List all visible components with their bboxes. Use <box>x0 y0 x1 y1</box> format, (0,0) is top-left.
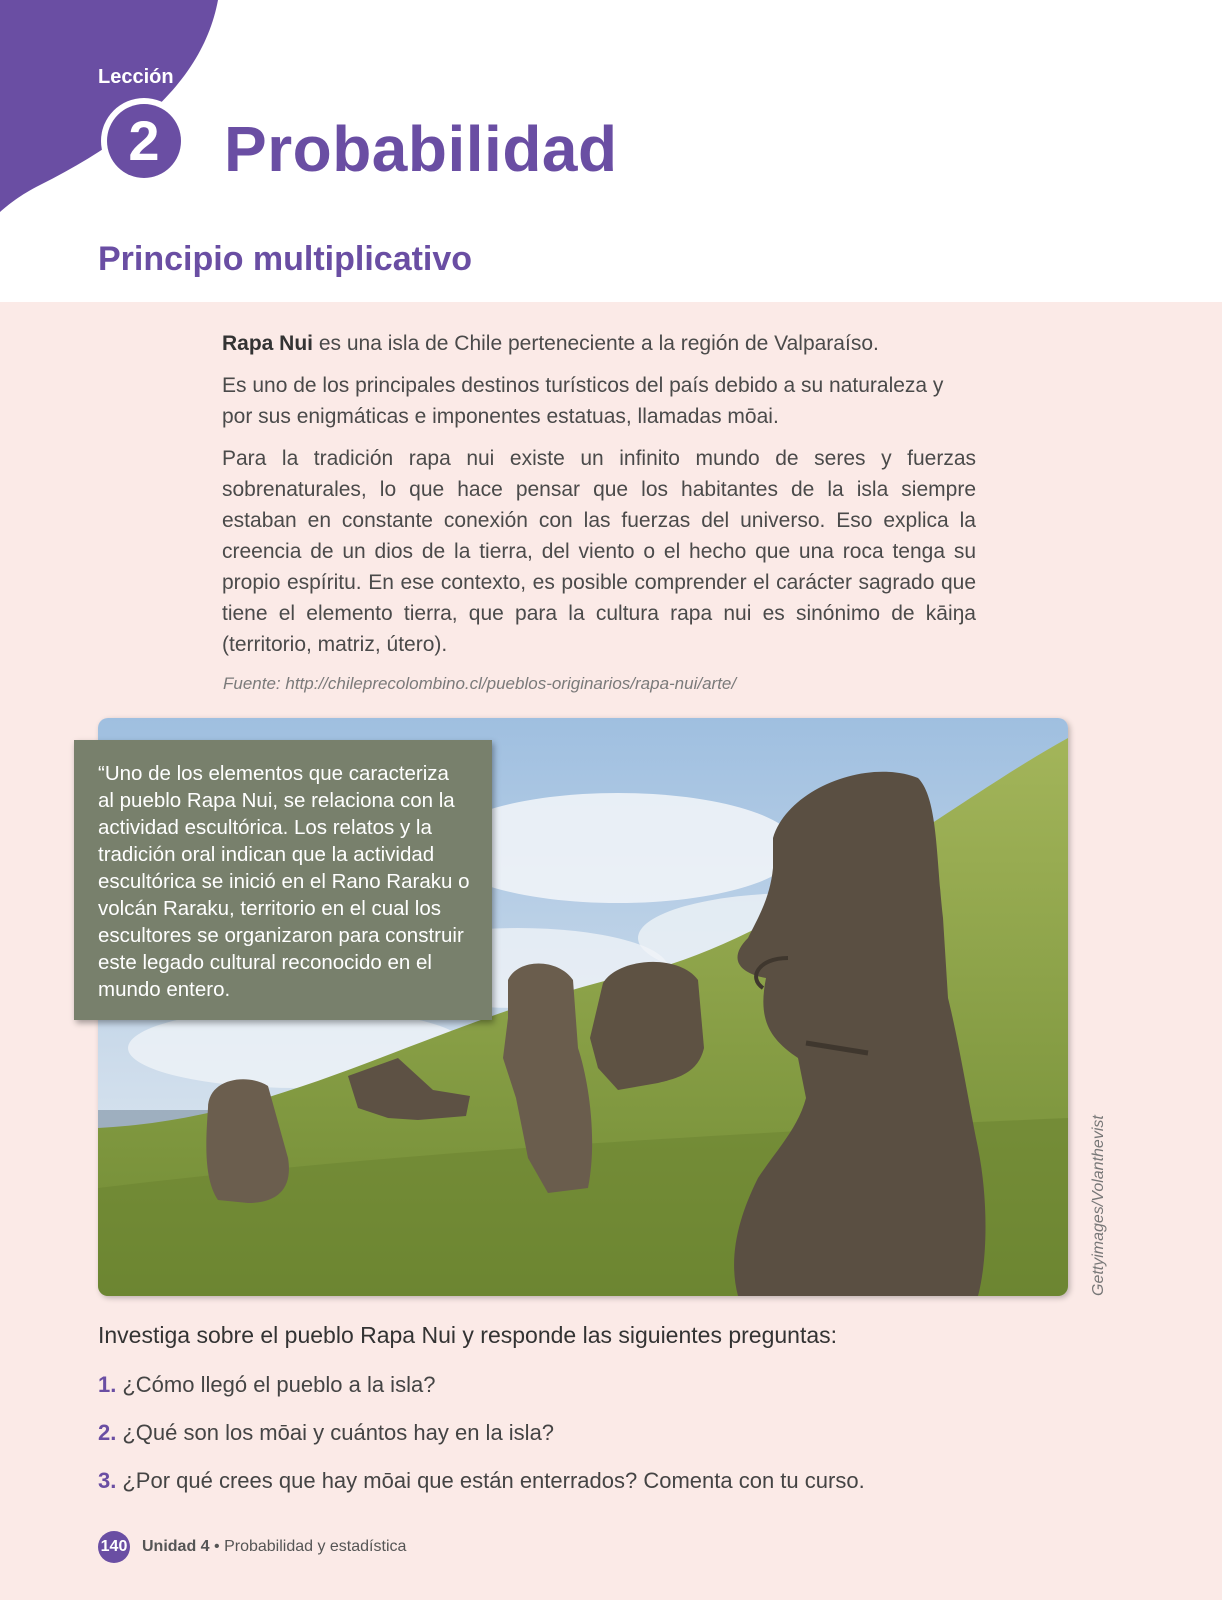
lesson-label: Lección <box>98 66 174 88</box>
question-text: ¿Cómo llegó el pueblo a la isla? <box>122 1372 436 1397</box>
photo-credit: Gettyimages/Volanthevist <box>1090 1115 1107 1296</box>
intro-paragraph-1 <box>222 328 976 359</box>
section-title: Principio multiplicativo <box>98 240 473 278</box>
question-text: ¿Por qué crees que hay mōai que están enterrados? Comenta con tu curso. <box>122 1468 865 1493</box>
question-number: 3. <box>98 1468 117 1493</box>
question-number: 1. <box>98 1372 117 1397</box>
intro-paragraph-2: Es uno de los principales destinos turísticos del país debido a su naturaleza y por sus enigmáticas e imponentes estatuas, llamadas mōai. <box>222 374 944 428</box>
question-number: 2. <box>98 1420 117 1445</box>
activity-prompt: Investiga sobre el pueblo Rapa Nui y responde las siguientes preguntas: <box>98 1322 838 1348</box>
intro-paragraph-3: Para la tradición rapa nui existe un infinito mundo de seres y fuerzas sobrenaturales, lo que hace pensar que los habitantes de la isla siempre estaban en constante conexión con las fuerzas del universo. Eso explica la creencia de un dios de la tierra, del viento o el hecho que una roca tenga su propio espíritu. En ese contexto, es posible comprender el carácter sagrado que tiene el elemento tierra, que para la cultura rapa nui es sinónimo de kāiŋa (territorio, matriz, útero). <box>222 447 976 656</box>
question-item <box>98 1420 865 1468</box>
question-text: ¿Qué son los mōai y cuántos hay en la isla? <box>122 1420 555 1445</box>
intro-p1-text: es una isla de Chile perteneciente a la región de Valparaíso. <box>313 332 879 355</box>
footer-subject: Probabilidad y estadística <box>224 1538 407 1555</box>
lesson-number: 2 <box>107 104 181 178</box>
question-list <box>98 1372 865 1516</box>
intro-bold-term: Rapa Nui <box>222 332 314 355</box>
source-citation: Fuente: http://chileprecolombino.cl/pueblos-originarios/rapa-nui/arte/ <box>223 674 737 693</box>
lesson-number-badge <box>101 98 187 184</box>
footer-unit: Unidad 4 <box>142 1538 210 1555</box>
intro-text <box>222 328 976 671</box>
page-title: Probabilidad <box>224 113 618 185</box>
question-item <box>98 1468 865 1516</box>
page-footer <box>98 1531 406 1563</box>
page-number: 140 <box>98 1531 130 1563</box>
question-item <box>98 1372 865 1420</box>
quote-box: “Uno de los elementos que caracteriza al pueblo Rapa Nui, se relaciona con la actividad escultórica. Los relatos y la tradición oral indican que la actividad escultórica se inició en el Rano Raraku o volcán Raraku, territorio en el cual los escultores se organizaron para construir este legado cultural reconocido en el mundo entero. <box>74 740 492 1020</box>
footer-separator: • <box>209 1538 225 1555</box>
footer-text <box>142 1538 406 1556</box>
